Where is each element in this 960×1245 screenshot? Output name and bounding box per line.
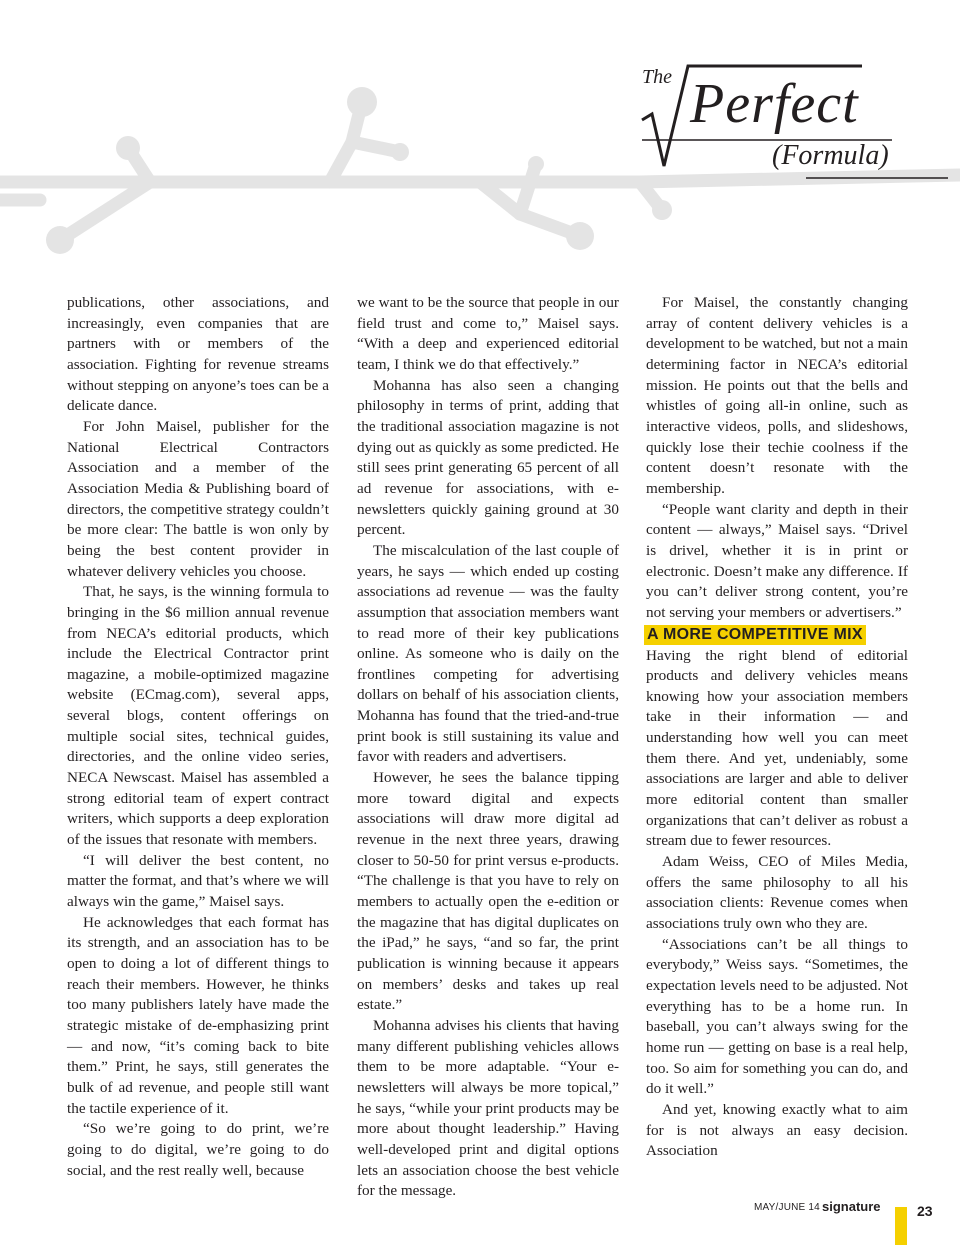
paragraph: Mohanna advises his clients that having many different publishing vehicles allows them to be more adaptable. “Your e-newsletters will always be more topical,” he says, “while your print products may be more about thought leadership.” Having well-developed print and digital options lets an association choose the best vehicle for the message.: [357, 1016, 619, 1200]
paragraph: Mohanna has also seen a changing philosophy in terms of print, adding that the traditional association magazine is not dying out as quickly as some predicted. He still sees print generating 65 percent of all ad revenue for associations, with e-newsletters quickly gaining ground at 30 percent.: [357, 376, 619, 539]
paragraph: He acknowledges that each format has its strength, and an association has to be open to doing a lot of different things to reach their members. However, he thinks too many publishers lately have made the strategic mistake of de-emphasizing print — and now, “it’s coming back to bite them.” Print, he says, still generates the bulk of ad revenue, and people still want the tactile experience of it.: [67, 913, 329, 1117]
title-masthead: [630, 58, 948, 188]
paragraph: For John Maisel, publisher for the National Electrical Contractors Association and a member of the Association Media & Publishing board of directors, the competitive strategy couldn’t be more clear: The battle is won only by being the best content provider in whatever delivery vehicles you choose.: [67, 417, 329, 580]
article-column-2: [357, 293, 619, 1202]
paragraph: “I will deliver the best content, no matter the format, and that’s where we will always win the game,” Maisel says.: [67, 851, 329, 911]
paragraph: “Associations can’t be all things to everybody,” Weiss says. “Sometimes, the expectation levels need to be adjusted. Not everything has to be a home run. In baseball, you can’t always swing for the home run — getting on base is a real help, too. So aim for something you can do, and do it well.”: [646, 935, 908, 1098]
subhead-container: [646, 625, 908, 646]
paragraph: Having the right blend of editorial products and delivery vehicles means knowing how your association members take in their information — and understanding how well you can meet them there. And yet, undeniably, some associations are larger and able to deliver more editorial content than smaller organizations that can’t deliver as robust a stream due to fewer resources.: [646, 646, 908, 850]
footer-accent-bar: [895, 1207, 907, 1245]
masthead-the: The: [642, 66, 672, 88]
paragraph: we want to be the source that people in our field trust and come to,” Maisel says. “With a deep and experienced editorial team, I think we do that effectively.”: [357, 294, 619, 373]
paragraph: That, he says, is the winning formula to bringing in the $6 million annual revenue from NECA’s editorial products, which include the Electrical Contractor print magazine, a mobile-optimized magazine website (ECmag.com), several apps, several blogs, content offerings on multiple social sites, technical guides, directories, and the online video series, NECA Newscast. Maisel has assembled a strong editorial team of expert contract writers, which supports a deep exploration of the issues that resonate with members.: [67, 583, 329, 849]
paragraph: However, he sees the balance tipping more toward digital and expects associations will draw more digital ad revenue in the next three years, drawing closer to 50-50 for print versus e-products. “The challenge is that you have to rely on members to actually open the e-edition or the magazine that has digital duplicates on the iPad,” he says, “and so far, the print publication is winning because it appears on members’ desks and takes up real estate.”: [357, 769, 619, 1014]
paragraph: For Maisel, the constantly changing array of content delivery vehicles is a development to be watched, but not a main determining factor in NECA’s editorial mission. He points out that the bells and whistles of going all-in online, such as interactive videos, polls, and slideshows, quickly lose their techie coolness if the content doesn’t resonate with the membership.: [646, 294, 908, 497]
paragraph: The miscalculation of the last couple of years, he says — which ended up costing associations ad revenue — was the faulty assumption that association members want to read more of their key publications online. As someone who is daily on the frontlines competing for advertising dollars on behalf of his association clients, Mohanna has found that the tried-and-true print book is still sustaining its value and favor with readers and advertisers.: [357, 541, 619, 766]
masthead-perfect: Perfect: [690, 73, 859, 135]
paragraph: “So we’re going to do print, we’re going to do digital, we’re going to do social, and the rest really well, because: [67, 1120, 329, 1179]
footer-magazine-name: signature: [822, 1199, 881, 1214]
article-column-1: [67, 293, 329, 1181]
paragraph: Adam Weiss, CEO of Miles Media, offers the same philosophy to all his association clients: Revenue comes when associations truly own who they are.: [646, 853, 908, 933]
masthead-formula: (Formula): [772, 140, 889, 171]
paragraph: publications, other associations, and increasingly, even companies that are partners with or members of the association. Fighting for revenue streams without stepping on anyone’s toes can be a delicate dance.: [67, 294, 329, 415]
paragraph: And yet, knowing exactly what to aim for is not always an easy decision. Association: [646, 1100, 908, 1160]
section-subhead: A MORE COMPETITIVE MIX: [644, 625, 866, 645]
page-number: 23: [917, 1203, 933, 1219]
footer-issue: MAY/JUNE 14: [754, 1202, 820, 1213]
article-column-3: [646, 293, 908, 1162]
paragraph: “People want clarity and depth in their content — always,” Maisel says. “Drivel is drivel, whether it is in print or electronic. Doesn’t make any difference. If you can’t deliver strong content, you’re not serving your members or advertisers.”: [646, 500, 908, 621]
